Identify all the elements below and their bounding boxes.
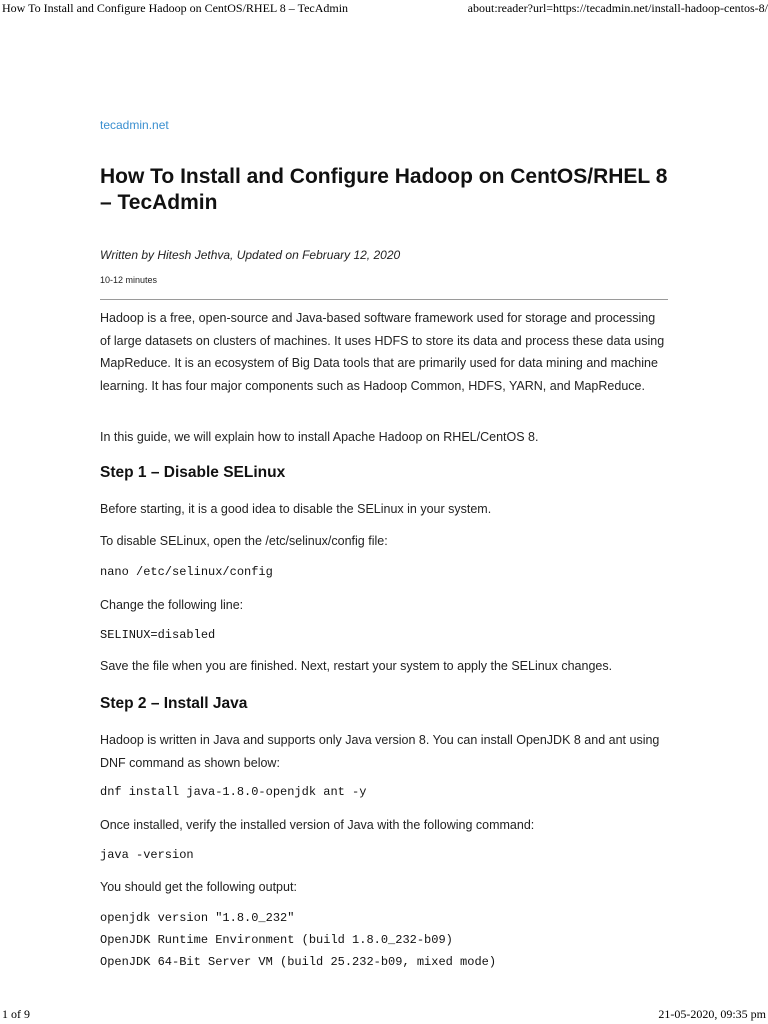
step2-command-java-version: java -version (100, 848, 194, 862)
print-datetime: 21-05-2020, 09:35 pm (658, 1007, 766, 1021)
java-output-line-2: OpenJDK Runtime Environment (build 1.8.0_232-b09) (100, 933, 453, 947)
step1-command-selinux: SELINUX=disabled (100, 628, 216, 642)
print-footer (0, 1006, 768, 1024)
reading-time: 10-12 minutes (100, 275, 158, 285)
intro-paragraph: Hadoop is a free, open-source and Java-based software framework used for storage and processing of large datasets on clusters of machines. It uses HDFS to store its data and process these data using MapReduce. It is an ecosystem of Big Data tools that are primarily used for data mining and machine learning. It has four major components such as Hadoop Common, HDFS, YARN, and MapReduce. (100, 311, 665, 393)
header-divider (100, 299, 668, 300)
guide-paragraph: In this guide, we will explain how to install Apache Hadoop on RHEL/CentOS 8. (100, 430, 539, 444)
step2-command-dnf: dnf install java-1.8.0-openjdk ant -y (100, 785, 367, 799)
step1-paragraph-1: Before starting, it is a good idea to disable the SELinux in your system. (100, 502, 492, 516)
step1-paragraph-2: To disable SELinux, open the /etc/selinux/config file: (100, 534, 388, 548)
step2-paragraph-3: You should get the following output: (100, 880, 297, 894)
step2-paragraph-2: Once installed, verify the installed version of Java with the following command: (100, 818, 535, 832)
article-byline: Written by Hitesh Jethva, Updated on February 12, 2020 (100, 248, 401, 262)
print-header-url: about:reader?url=https://tecadmin.net/install-hadoop-centos-8/ (467, 1, 768, 15)
article-title: How To Install and Configure Hadoop on CentOS/RHEL 8 – TecAdmin (100, 165, 668, 214)
step1-paragraph-4: Save the file when you are finished. Next, restart your system to apply the SELinux changes. (100, 659, 613, 673)
java-output-line-3: OpenJDK 64-Bit Server VM (build 25.232-b09, mixed mode) (100, 955, 497, 969)
print-header-title: How To Install and Configure Hadoop on CentOS/RHEL 8 – TecAdmin (2, 1, 349, 15)
step2-paragraph-1: Hadoop is written in Java and supports only Java version 8. You can install OpenJDK 8 and ant using DNF command as shown below: (100, 733, 660, 770)
step1-command-nano: nano /etc/selinux/config (100, 565, 273, 579)
step1-heading: Step 1 – Disable SELinux (100, 464, 286, 481)
page-counter: 1 of 9 (2, 1007, 30, 1021)
source-domain-link[interactable]: tecadmin.net (100, 118, 169, 132)
print-header (0, 0, 768, 16)
step2-heading: Step 2 – Install Java (100, 695, 248, 712)
step1-paragraph-3: Change the following line: (100, 598, 244, 612)
java-output-line-1: openjdk version "1.8.0_232" (100, 911, 295, 925)
